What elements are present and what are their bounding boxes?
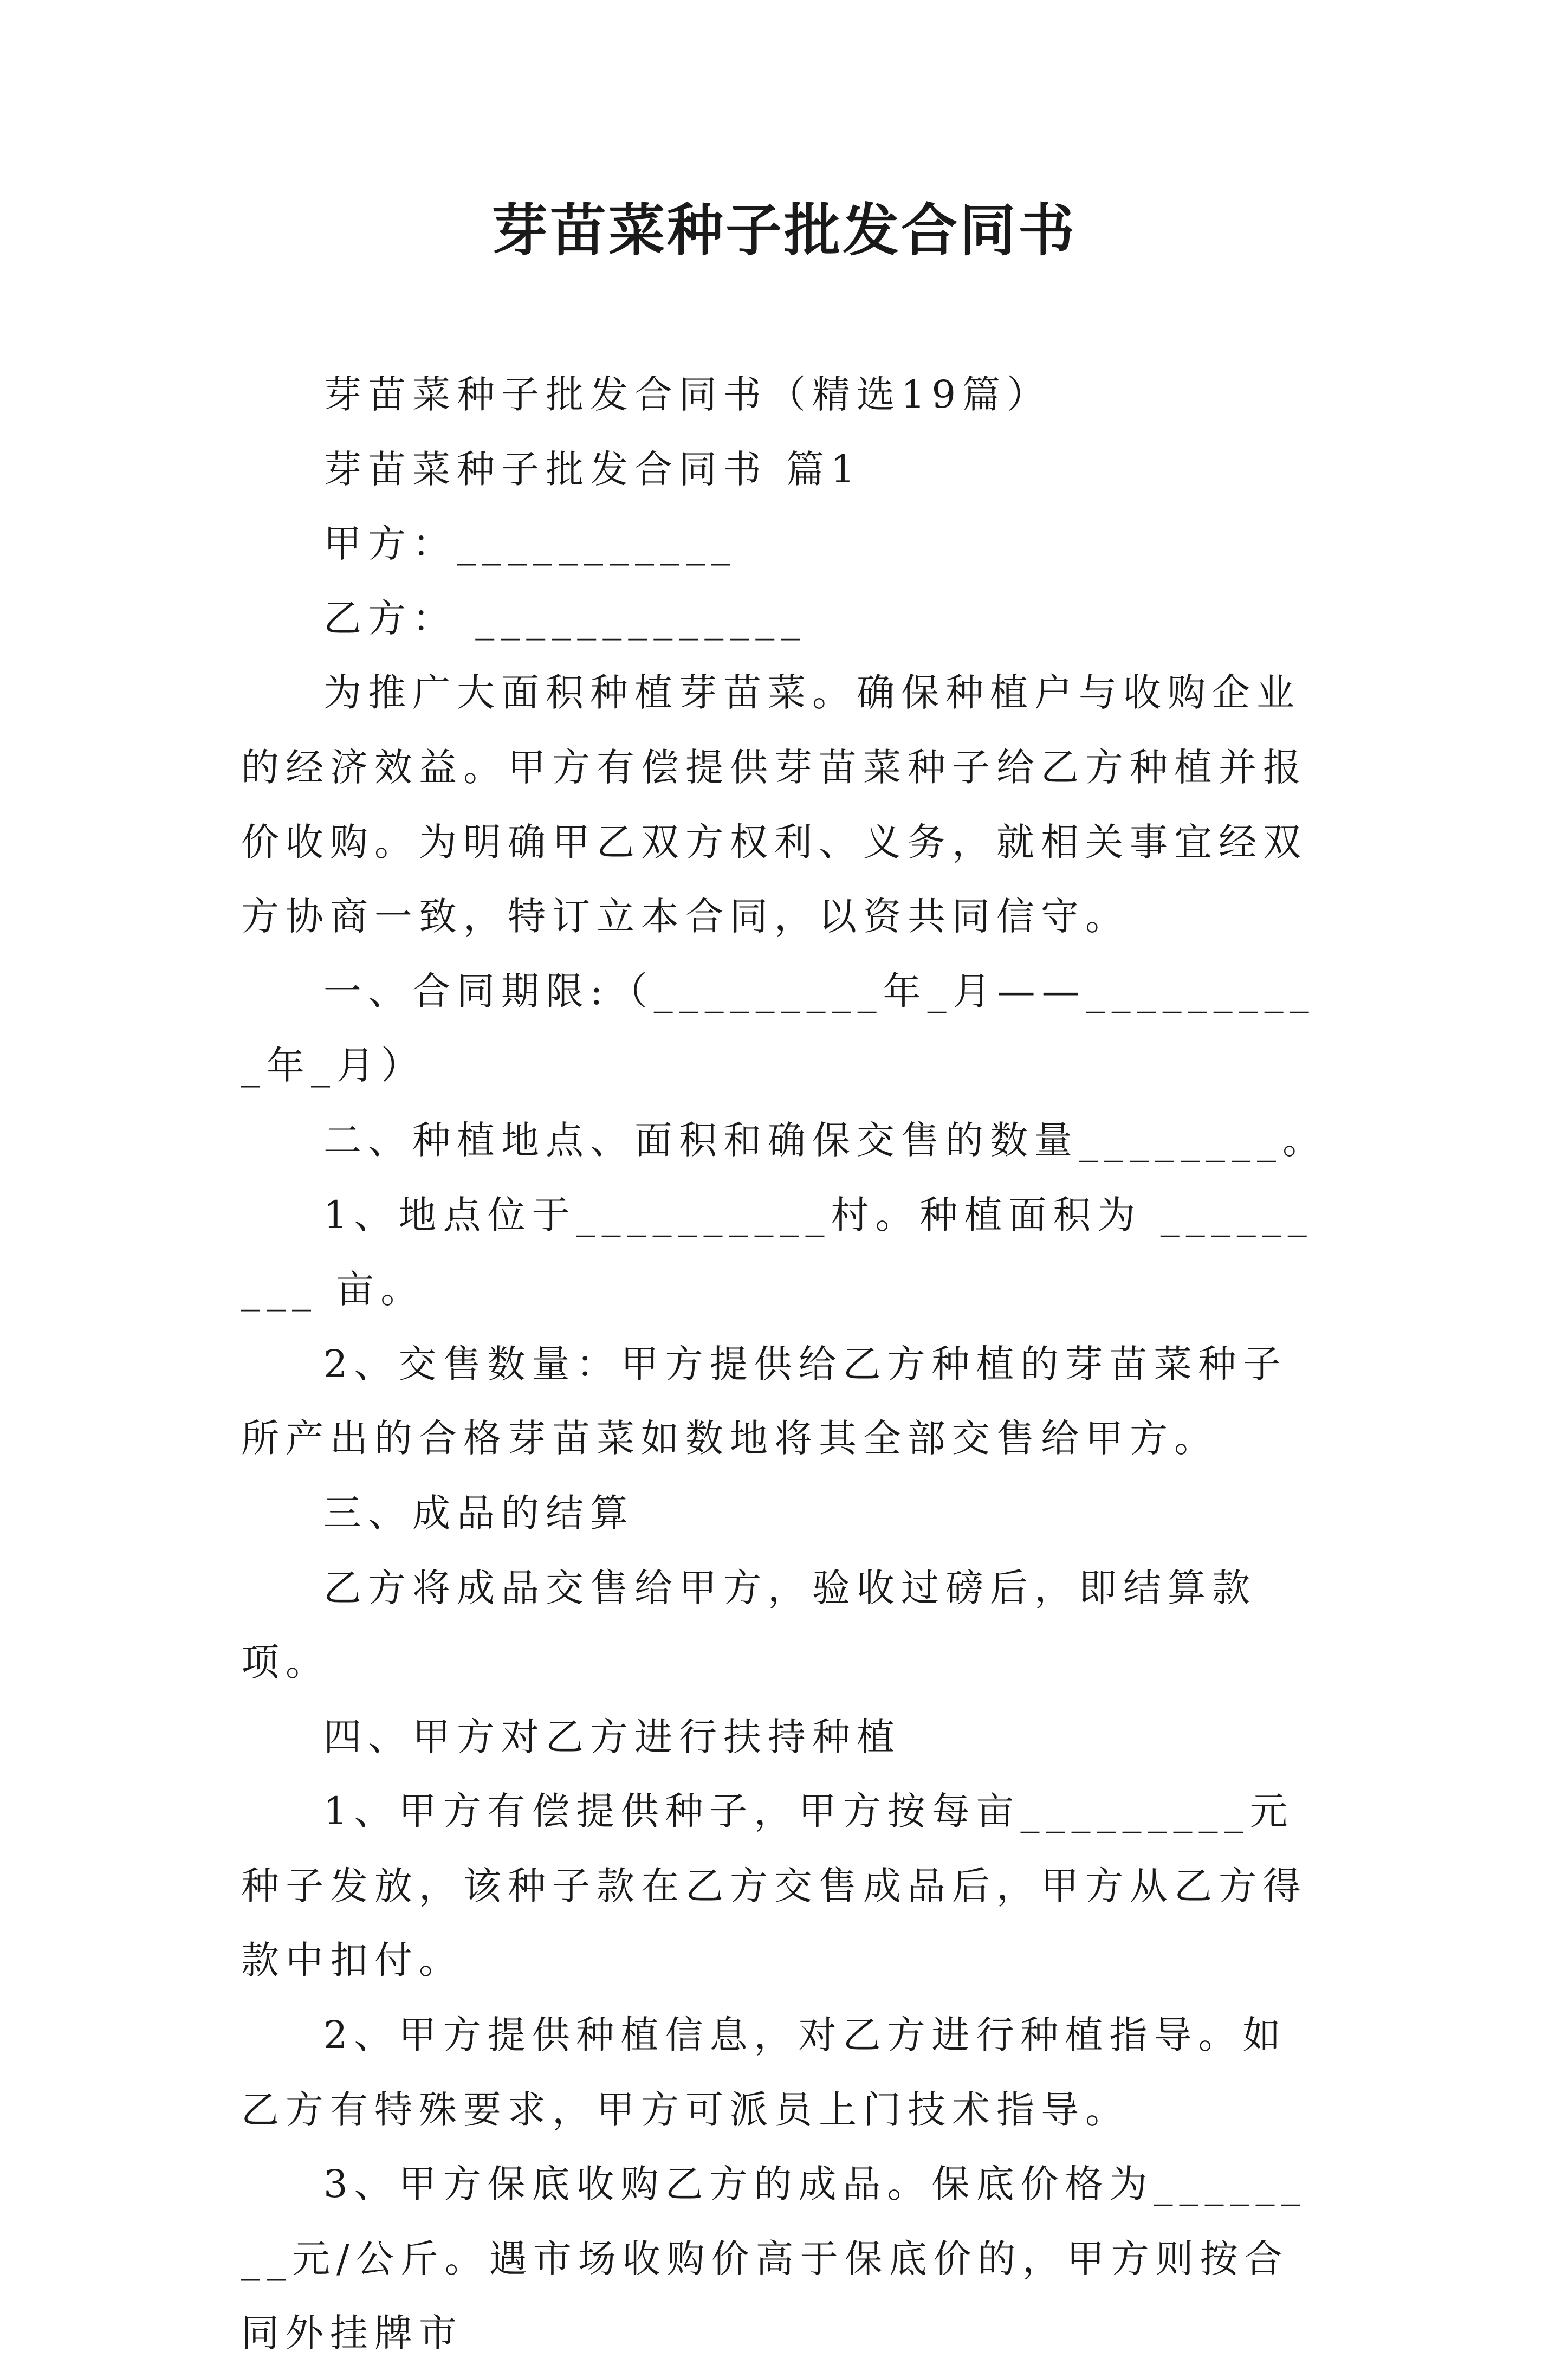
document-title: 芽苗菜种子批发合同书 [491, 197, 1077, 263]
paragraph-settlement-heading: 三、成品的结算 [323, 1490, 634, 1535]
paragraph-location: 1、地点位于__________村。种植面积为 _________ 亩。 [241, 1192, 1313, 1312]
paragraph-location-area: 二、种植地点、面积和确保交售的数量________。 [323, 1117, 1327, 1162]
paragraph-support-price: 3、甲方保底收购乙方的成品。保底价格为________元/公斤。遇市场收购价高于保底价的，甲方则按合同外挂牌市 [241, 2162, 1307, 2356]
paragraph-party-b: 乙方： _____________ [323, 596, 807, 641]
paragraph-subtitle: 芽苗菜种子批发合同书（精选19篇） [323, 372, 1052, 417]
paragraph-party-a: 甲方：___________ [323, 521, 737, 566]
paragraph-settlement: 乙方将成品交售给甲方，验收过磅后，即结算款项。 [241, 1565, 1256, 1685]
document-body [241, 358, 1330, 2371]
paragraph-term: 一、合同期限:（_________年_月——__________年_月） [241, 968, 1316, 1088]
paragraph-support-seeds: 1、甲方有偿提供种子，甲方按每亩_________元种子发放，该种子款在乙方交售成品后，甲方从乙方得款中扣付。 [241, 1789, 1307, 1983]
paragraph-delivery-quantity: 2、交售数量：甲方提供给乙方种植的芽苗菜种子所产出的合格芽苗菜如数地将其全部交售给甲方。 [241, 1341, 1287, 1461]
paragraph-support-heading: 四、甲方对乙方进行扶持种植 [323, 1714, 901, 1759]
paragraph-section-heading: 芽苗菜种子批发合同书 篇1 [323, 447, 861, 492]
paragraph-support-guidance: 2、甲方提供种植信息，对乙方进行种植指导。如乙方有特殊要求，甲方可派员上门技术指导。 [241, 2013, 1287, 2132]
paragraph-preamble: 为推广大面积种植芽苗菜。确保种植户与收购企业的经济效益。甲方有偿提供芽苗菜种子给乙方种植并报价收购。为明确甲乙双方权利、义务，就相关事宜经双方协商一致，特订立本合同，以资共同信守。 [241, 670, 1307, 939]
